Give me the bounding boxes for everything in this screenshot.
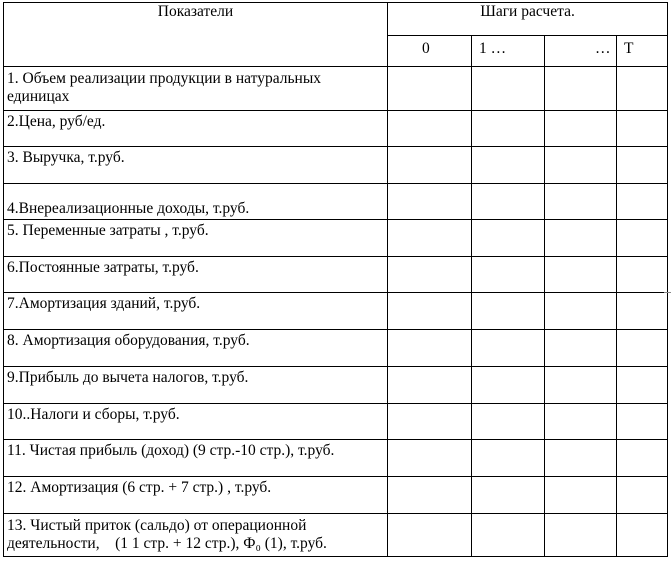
table-row — [4, 147, 668, 184]
table-row — [4, 293, 668, 330]
row-label: 9.Прибыль до вычета налогов, т.руб. — [4, 367, 388, 404]
indicators-header: Показатели — [4, 3, 388, 67]
table-row — [4, 184, 668, 220]
row-label: 1. Объем реализации продукции в натуральных единицах — [4, 67, 388, 111]
row-label: 7.Амортизация зданий, т.руб. — [4, 293, 388, 330]
table-row — [4, 477, 668, 514]
row-label: 12. Амортизация (6 стр. + 7 стр.) , т.руб. — [4, 477, 388, 514]
row-label: 6.Постоянные затраты, т.руб. — [4, 257, 388, 293]
row-label: 5. Переменные затраты , т.руб. — [4, 220, 388, 257]
table-row — [4, 367, 668, 404]
row-label: 8. Амортизация оборудования, т.руб. — [4, 330, 388, 367]
row-label: 2.Цена, руб/ед. — [4, 111, 388, 147]
table-row — [4, 514, 668, 557]
margin-tick — [664, 292, 671, 293]
step-col-1: 1 … — [472, 36, 545, 67]
step-col-0: 0 — [388, 36, 472, 67]
step-col-t-label: Т — [624, 40, 634, 57]
row-label: 4.Внереализационные доходы, т.руб. — [4, 184, 388, 220]
table-row — [4, 220, 668, 257]
row-label: 13. Чистый приток (сальдо) от операционной деятельности, (1 1 стр. + 12 стр.), Ф₀ (1), т.руб. — [4, 514, 388, 557]
row-label: 11. Чистая прибыль (доход) (9 стр.-10 стр.), т.руб. — [4, 440, 388, 477]
table-row — [4, 440, 668, 477]
table-row — [4, 257, 668, 293]
table-row — [4, 111, 668, 147]
table-row — [4, 330, 668, 367]
step-col-t — [595, 36, 668, 67]
row-label: 3. Выручка, т.руб. — [4, 147, 388, 184]
cash-flow-table — [3, 2, 668, 557]
steps-header: Шаги расчета. — [388, 3, 668, 36]
row-label: 10..Налоги и сборы, т.руб. — [4, 404, 388, 440]
table-row — [4, 404, 668, 440]
step-col-ellipsis: … — [595, 40, 611, 57]
table-row — [4, 67, 668, 111]
